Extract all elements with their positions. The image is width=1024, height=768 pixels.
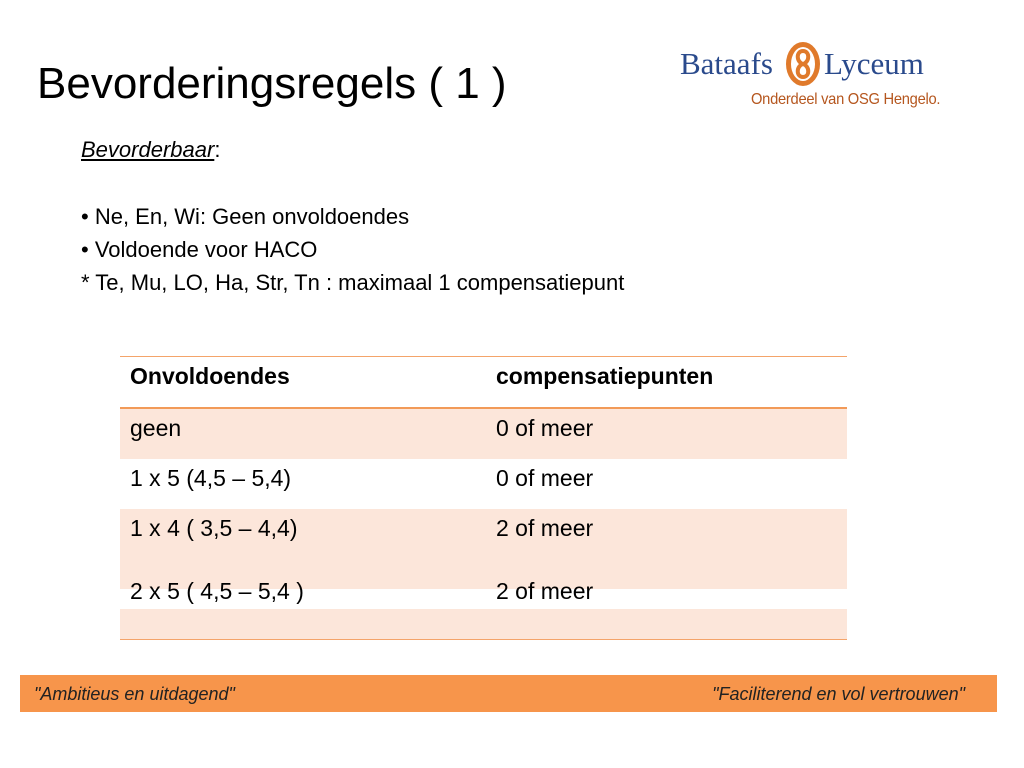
rule-line: • Voldoende voor HACO bbox=[81, 237, 318, 262]
footer-slogan-right: "Faciliterend en vol vertrouwen" bbox=[712, 684, 965, 704]
table-cell: 0 of meer bbox=[486, 408, 847, 459]
column-header-compensatiepunten: compensatiepunten bbox=[486, 357, 847, 409]
logo-subtitle: Onderdeel van OSG Hengelo. bbox=[751, 91, 941, 108]
subheading bbox=[81, 133, 624, 166]
logo-word-right: Lyceum bbox=[824, 46, 924, 81]
school-logo bbox=[680, 36, 950, 116]
table-cell: 1 x 4 ( 3,5 – 4,4) bbox=[130, 515, 298, 541]
table-cell: 2 of meer bbox=[496, 515, 594, 541]
table-cell: geen bbox=[120, 408, 486, 459]
column-header-onvoldoendes: Onvoldoendes bbox=[120, 357, 486, 409]
table-cell: 2 x 5 ( 4,5 – 5,4 ) bbox=[130, 578, 304, 604]
slide-title: Bevorderingsregels ( 1 ) bbox=[37, 59, 507, 108]
table-header-row bbox=[120, 357, 847, 409]
footer-banner bbox=[20, 675, 997, 712]
rule-line: • Ne, En, Wi: Geen onvoldoendes bbox=[81, 204, 410, 229]
rule-line: * Te, Mu, LO, Ha, Str, Tn : maximaal 1 compensatiepunt bbox=[81, 270, 625, 295]
table-row bbox=[120, 408, 847, 459]
footer-slogan-left: "Ambitieus en uitdagend" bbox=[34, 684, 235, 704]
table-cell: 0 of meer bbox=[486, 459, 847, 509]
logo-emblem-icon bbox=[784, 38, 822, 90]
subheading-label: Bevorderbaar bbox=[81, 137, 215, 162]
table-cell: 1 x 5 (4,5 – 5,4) bbox=[120, 459, 486, 509]
logo-word-left: Bataafs bbox=[680, 46, 773, 81]
subheading-colon: : bbox=[214, 137, 221, 162]
logo-wordmark bbox=[680, 36, 950, 88]
promotion-rules-text bbox=[81, 133, 624, 299]
table-row bbox=[120, 459, 847, 509]
table-cell: 2 of meer bbox=[496, 578, 594, 604]
